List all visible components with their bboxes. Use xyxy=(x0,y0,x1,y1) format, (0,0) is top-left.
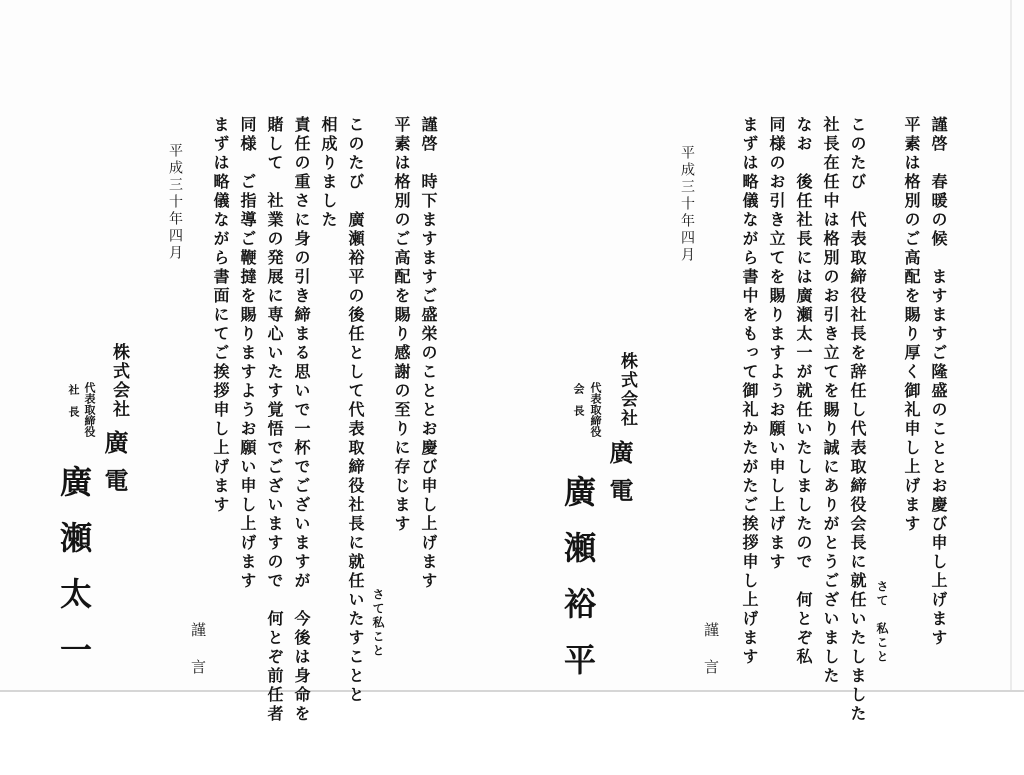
right-letter-line-1: 謹啓 春暖の候 ますますご隆盛のこととお慶び申し上げます xyxy=(929,116,948,648)
right-letter-line-4: 社長在任中は格別のお引き立てを賜り誠にありがとうございました xyxy=(821,116,840,686)
left-letter-line-6: 賭して 社業の発展に専心いたす覚悟でございますので 何とぞ前任者 xyxy=(265,116,284,724)
left-letter-company-label: 株式会社 xyxy=(109,343,129,419)
right-letter-company-label: 株式会社 xyxy=(617,352,637,428)
left-letter-company-name: 廣電 xyxy=(100,430,129,506)
right-letter-line-2: 平素は格別のご高配を賜り厚く御礼申し上げます xyxy=(902,116,921,534)
right-letter-title-bottom: 会 長 xyxy=(572,383,585,416)
left-letter-line-3-note: さて私こと xyxy=(371,588,385,658)
left-letter-line-7: 同様 ご指導ご鞭撻を賜りますようお願い申し上げます xyxy=(238,116,257,591)
right-letter-line-3-note: さて 私こと xyxy=(875,580,889,664)
right-letter-line-6: 同様のお引き立てを賜りますようお願い申し上げます xyxy=(767,116,786,572)
left-letter-line-4: 相成りました xyxy=(319,116,338,230)
left-letter-signature-name: 廣瀬太一 xyxy=(55,465,93,689)
left-letter-line-1: 謹啓 時下ますますご盛栄のこととお慶び申し上げます xyxy=(419,116,438,591)
right-letter-line-3: このたび 代表取締役社長を辞任し代表取締役会長に就任いたしました xyxy=(848,116,867,724)
left-letter-date: 平成三十年四月 xyxy=(167,143,183,262)
left-letter-line-8: まずは略儀ながら書面にてご挨拶申し上げます xyxy=(211,116,230,515)
paper-right-edge xyxy=(1010,0,1012,690)
left-letter-title-top: 代表取締役 xyxy=(83,382,96,437)
left-letter-closing: 謹言 xyxy=(189,622,207,696)
left-letter-line-3: このたび 廣瀬裕平の後任として代表取締役社長に就任いたすことと xyxy=(346,116,365,705)
left-letter-line-5: 責任の重さに身の引き締まる思いで一杯でございますが 今後は身命を xyxy=(292,116,311,724)
right-letter-date: 平成三十年四月 xyxy=(679,145,695,264)
right-letter-company-name: 廣電 xyxy=(605,440,634,516)
right-letter-line-5: なお 後任社長には廣瀬太一が就任いたしましたので 何とぞ私 xyxy=(794,116,813,667)
right-letter-title-top: 代表取締役 xyxy=(589,382,602,437)
left-letter-line-2: 平素は格別のご高配を賜り感謝の至りに存じます xyxy=(392,116,411,534)
left-letter-title-bottom: 社 長 xyxy=(67,384,80,417)
right-letter-signature-name: 廣瀬裕平 xyxy=(559,475,597,699)
right-letter-closing: 謹言 xyxy=(702,622,720,696)
paper-bottom-edge xyxy=(0,690,1024,692)
right-letter-line-7: まずは略儀ながら書中をもって御礼かたがたご挨拶申し上げます xyxy=(740,116,759,667)
